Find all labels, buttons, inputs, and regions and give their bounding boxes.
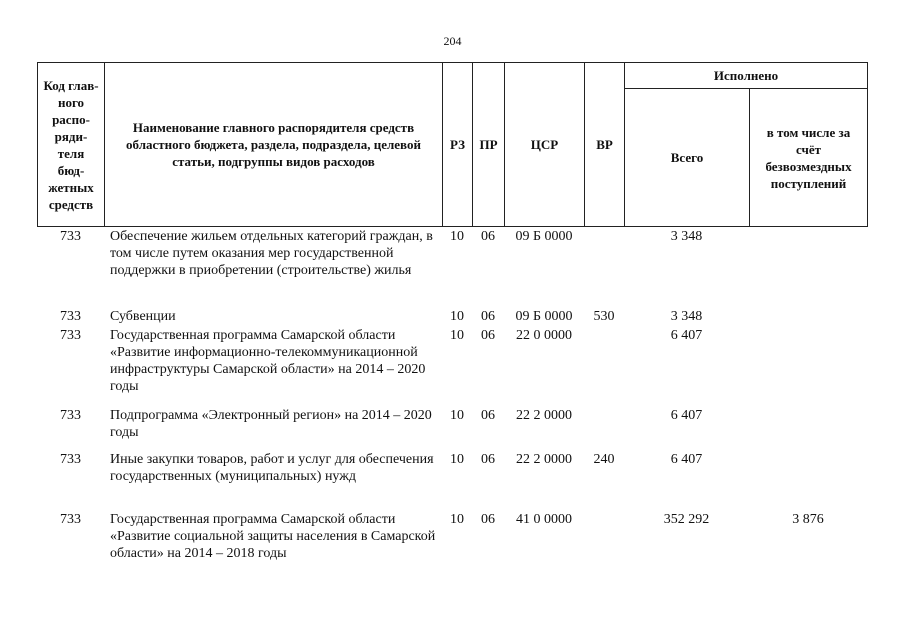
cell-pr: 06 — [481, 452, 495, 467]
table-row — [37, 228, 867, 308]
cell-total: 352 292 — [663, 512, 710, 527]
cell-name: Обеспечение жильем отдельных категорий граждан, в том числе путем оказания мер государственной поддержки в приобретении (строительстве) жилья — [110, 229, 433, 278]
cell-name: Подпрограмма «Электронный регион» на 2014 – 2020 годы — [110, 408, 432, 440]
cell-csr: 22 2 0000 — [516, 408, 572, 423]
cell-code: 733 — [60, 328, 81, 343]
cell-total: 3 348 — [670, 309, 703, 324]
cell-pr: 06 — [481, 229, 495, 244]
table-row — [37, 451, 867, 511]
cell-pr: 06 — [481, 408, 495, 423]
page-number: 204 — [443, 34, 462, 48]
header-code: Код глав-ного распо-ряди-теля бюд-жетных средств — [38, 63, 105, 227]
cell-csr: 41 0 0000 — [516, 512, 572, 527]
cell-total: 6 407 — [670, 452, 703, 467]
cell-vr: 530 — [593, 309, 615, 324]
cell-csr: 09 Б 0000 — [515, 309, 573, 324]
table-row — [37, 327, 867, 407]
cell-rz: 10 — [450, 309, 464, 324]
table-row — [37, 511, 867, 571]
cell-total: 6 407 — [670, 328, 703, 343]
cell-code: 733 — [60, 408, 81, 423]
cell-rz: 10 — [450, 229, 464, 244]
cell-code: 733 — [60, 229, 81, 244]
cell-name: Субвенции — [110, 309, 176, 324]
cell-pr: 06 — [481, 512, 495, 527]
cell-vr: 240 — [593, 452, 615, 467]
table-row — [37, 407, 867, 451]
cell-free: 3 876 — [792, 512, 824, 527]
cell-name: Государственная программа Самарской области «Развитие информационно-телекоммуникационной инфраструктуры Самарской области» на 2014 – 2020 годы — [110, 328, 426, 394]
cell-code: 733 — [60, 452, 81, 467]
table-body — [37, 228, 867, 571]
cell-name: Государственная программа Самарской области «Развитие социальной защиты населения в Самарской области» на 2014 – 2018 годы — [110, 512, 436, 561]
cell-code: 733 — [60, 309, 81, 324]
cell-name: Иные закупки товаров, работ и услуг для обеспечения государственных (муниципальных) нужд — [110, 452, 434, 484]
cell-csr: 22 2 0000 — [516, 452, 572, 467]
cell-csr: 22 0 0000 — [516, 328, 572, 343]
cell-total: 3 348 — [670, 229, 703, 244]
cell-rz: 10 — [450, 512, 464, 527]
header-csr: ЦСР — [505, 63, 585, 227]
cell-pr: 06 — [481, 309, 495, 324]
cell-rz: 10 — [450, 328, 464, 343]
header-total: Всего — [625, 89, 750, 227]
cell-total: 6 407 — [670, 408, 703, 423]
cell-rz: 10 — [450, 408, 464, 423]
header-executed: Исполнено — [625, 63, 868, 89]
cell-pr: 06 — [481, 328, 495, 343]
cell-code: 733 — [60, 512, 81, 527]
header-pr: ПР — [473, 63, 505, 227]
header-free: в том числе за счёт безвозмездных поступлений — [750, 89, 868, 227]
cell-csr: 09 Б 0000 — [515, 229, 573, 244]
table-header — [37, 62, 868, 227]
header-rz: РЗ — [443, 63, 473, 227]
header-name: Наименование главного распорядителя средств областного бюджета, раздела, подраздела, целевой статьи, подгруппы видов расходов — [105, 63, 443, 227]
cell-rz: 10 — [450, 452, 464, 467]
header-vr: ВР — [585, 63, 625, 227]
table-row — [37, 308, 867, 327]
